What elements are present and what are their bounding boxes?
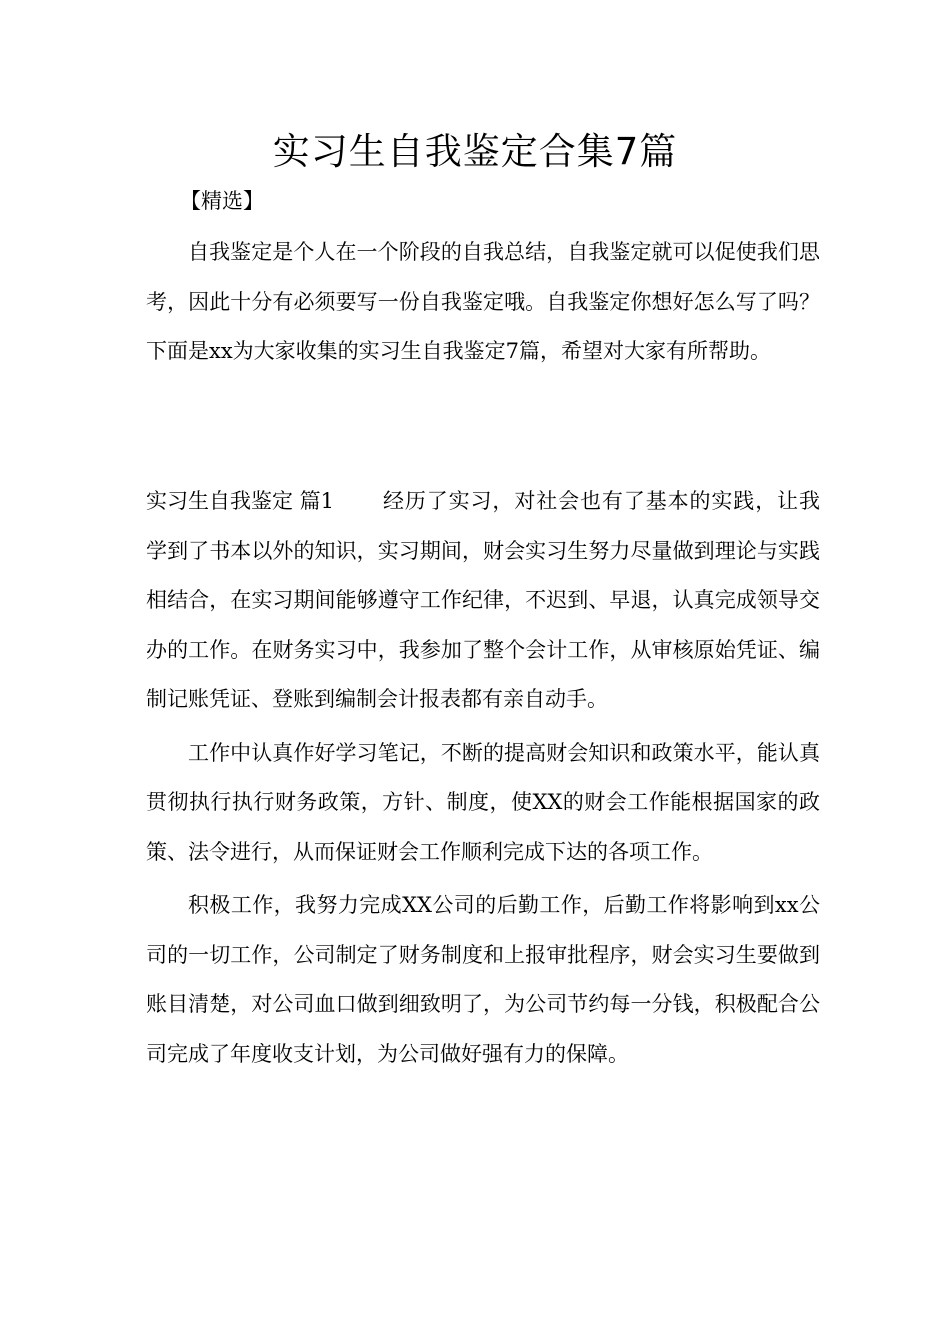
section-paragraph: 积极工作，我努力完成XX公司的后勤工作，后勤工作将影响到xx公司的一切工作，公司制定了财务制度和上报审批程序，财会实习生要做到账目清楚，对公司血口做到细致明了，为公司节约每一分钱，积极配合公司完成了年度收支计划，为公司做好强有力的保障。 bbox=[146, 893, 820, 1066]
section-paragraph: 工作中认真作好学习笔记，不断的提高财会知识和政策水平，能认真贯彻执行执行财务政策，方针、制度，使XX的财会工作能根据国家的政策、法令进行，从而保证财会工作顺利完成下达的各项工作。 bbox=[146, 740, 820, 864]
section-paragraph bbox=[146, 477, 820, 725]
document-tag: 【精选】 bbox=[180, 189, 264, 213]
section-paragraph-text: 经历了实习，对社会也有了基本的实践，让我学到了书本以外的知识，实习期间，财会实习生努力尽量做到理论与实践相结合，在实习期间能够遵守工作纪律，不迟到、早退，认真完成领导交办的工作。在财务实习中，我参加了整个会计工作，从审核原始凭证、编制记账凭证、登账到编制会计报表都有亲自动手。 bbox=[146, 489, 820, 711]
section-label: 实习生自我鉴定 篇1 bbox=[146, 489, 335, 513]
intro-block bbox=[146, 228, 820, 377]
section-1 bbox=[146, 477, 820, 1083]
document-title: 实习生自我鉴定合集7篇 bbox=[272, 130, 678, 173]
intro-paragraph: 自我鉴定是个人在一个阶段的自我总结，自我鉴定就可以促使我们思考，因此十分有必须要写一份自我鉴定哦。自我鉴定你想好怎么写了吗？下面是xx为大家收集的实习生自我鉴定7篇，希望对大家有所帮助。 bbox=[146, 240, 820, 363]
